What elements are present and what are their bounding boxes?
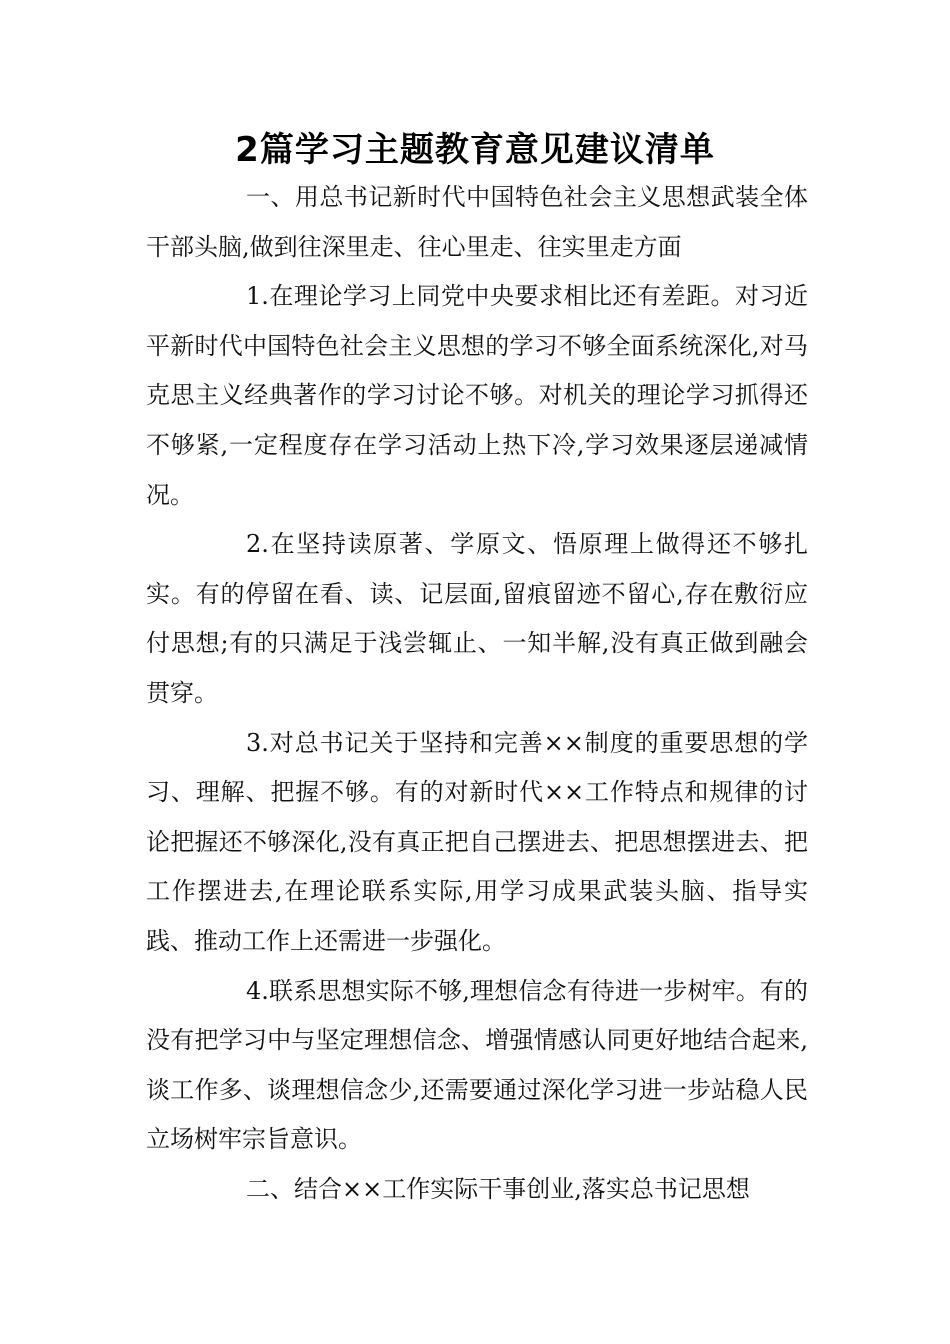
section-heading-2: 二、结合××工作实际干事创业,落实总书记思想 — [246, 1174, 750, 1203]
paragraph-item-2: 2.在坚持读原著、学原文、悟原理上做得还不够扎实。有的停留在看、读、记层面,留痕留迹不留心,存在敷衍应付思想;有的只满足于浅尝辄止、一知半解,没有真正做到融会贯穿。 — [146, 530, 808, 707]
section-heading-1: 一、用总书记新时代中国特色社会主义思想武装全体干部头脑,做到往深里走、往心里走、往实里走方面 — [146, 183, 808, 261]
paragraph-item-1: 1.在理论学习上同党中央要求相比还有差距。对习近平新时代中国特色社会主义思想的学习不够全面系统深化,对马克思主义经典著作的学习讨论不够。对机关的理论学习抓得还不够紧,一定程度存在学习活动上热下冷,学习效果逐层递减情况。 — [146, 282, 808, 509]
document-title: 2篇学习主题教育意见建议清单 — [235, 130, 715, 170]
document-body — [146, 173, 808, 1214]
paragraph-item-4: 4.联系思想实际不够,理想信念有待进一步树牢。有的没有把学习中与坚定理想信念、增强情感认同更好地结合起来,谈工作多、谈理想信念少,还需要通过深化学习进一步站稳人民立场树牢宗旨意识。 — [146, 976, 808, 1154]
paragraph-item-3: 3.对总书记关于坚持和完善××制度的重要思想的学习、理解、把握不够。有的对新时代××工作特点和规律的讨论把握还不够深化,没有真正把自己摆进去、把思想摆进去、把工作摆进去,在理论联系实际,用学习成果武装头脑、指导实践、推动工作上还需进一步强化。 — [146, 728, 808, 955]
